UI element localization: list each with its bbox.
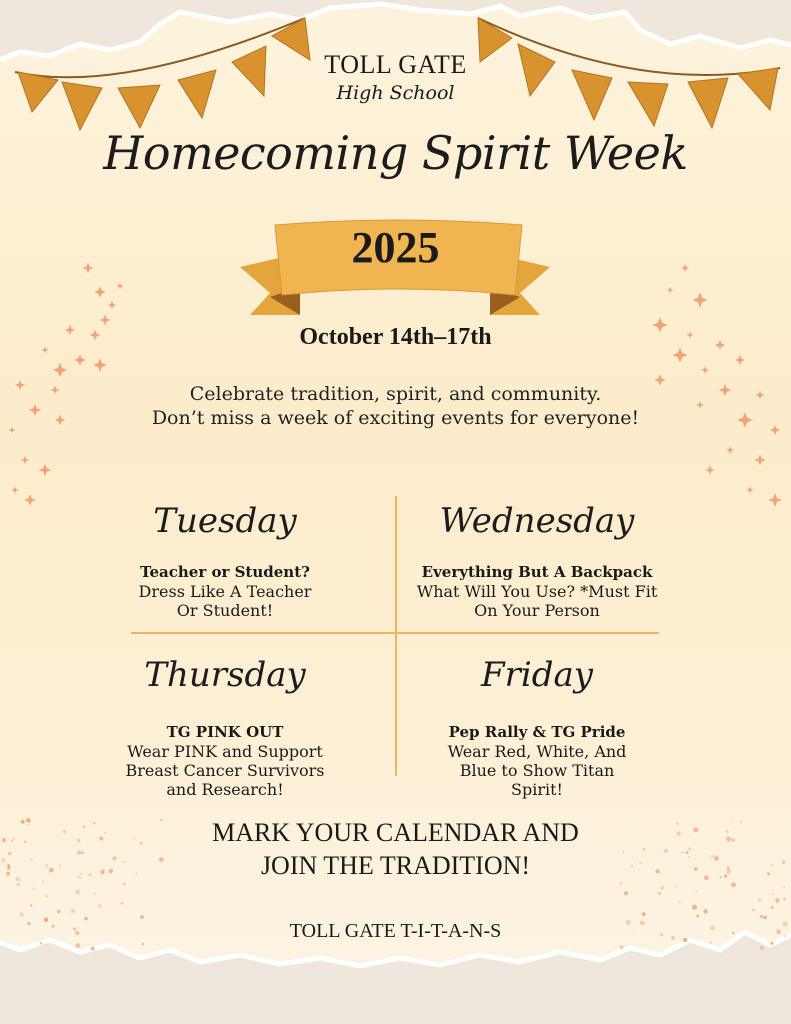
confetti-speckle bbox=[696, 915, 699, 918]
day-theme-heading: Teacher or Student? bbox=[140, 563, 310, 581]
day-name: Wednesday bbox=[439, 501, 635, 541]
sparkle-icon bbox=[74, 354, 86, 366]
day-theme-line: On Your Person bbox=[474, 601, 600, 620]
confetti-speckle bbox=[703, 909, 707, 913]
confetti-speckle bbox=[679, 901, 681, 903]
day-block-friday bbox=[397, 650, 677, 799]
day-name: Thursday bbox=[144, 655, 306, 695]
confetti-speckle bbox=[661, 886, 665, 890]
confetti-speckle bbox=[763, 916, 767, 920]
confetti-speckle bbox=[140, 915, 144, 919]
intro-text bbox=[0, 382, 791, 430]
footer-text: TOLL GATE T-I-T-A-N-S bbox=[289, 920, 502, 942]
day-theme-line: Or Student! bbox=[176, 601, 274, 620]
confetti-speckle bbox=[731, 882, 736, 887]
confetti-speckle bbox=[123, 883, 125, 885]
confetti-speckle bbox=[783, 886, 785, 888]
confetti-speckle bbox=[775, 898, 779, 902]
confetti-speckle bbox=[783, 898, 786, 901]
confetti-speckle bbox=[98, 904, 101, 907]
confetti-speckle bbox=[94, 893, 96, 895]
day-theme-line: Dress Like A Teacher bbox=[138, 582, 312, 601]
confetti-speckle bbox=[619, 882, 622, 885]
sparkle-icon bbox=[93, 358, 107, 372]
confetti-speckle bbox=[658, 892, 662, 896]
day-theme-line: Wear Red, White, And bbox=[447, 742, 627, 761]
day-block-tuesday bbox=[85, 496, 365, 620]
sparkle-icon bbox=[768, 493, 782, 507]
grid-divider-horizontal bbox=[131, 632, 659, 634]
sparkle-icon bbox=[701, 366, 709, 374]
day-theme-line: Blue to Show Titan bbox=[459, 761, 615, 780]
confetti-speckle bbox=[760, 946, 764, 950]
confetti-speckle bbox=[676, 885, 678, 887]
confetti-speckle bbox=[19, 912, 24, 917]
confetti-speckle bbox=[642, 912, 646, 916]
day-theme-line: What Will You Use? *Must Fit bbox=[416, 582, 658, 601]
day-theme-line: Wear PINK and Support bbox=[127, 742, 323, 761]
sparkle-icon bbox=[667, 287, 674, 294]
confetti-speckle bbox=[76, 943, 81, 948]
confetti-speckle bbox=[624, 891, 628, 895]
intro-line-2: Don’t miss a week of exciting events for everyone! bbox=[151, 407, 640, 429]
confetti-speckle bbox=[758, 898, 762, 902]
sparkle-icon bbox=[94, 286, 106, 298]
intro-line-1: Celebrate tradition, spirit, and community. bbox=[189, 383, 602, 405]
confetti-speckle bbox=[752, 909, 754, 911]
confetti-speckle bbox=[760, 915, 763, 918]
confetti-speckle bbox=[121, 902, 124, 905]
sparkle-icon bbox=[735, 355, 745, 365]
day-block-wednesday bbox=[397, 496, 677, 620]
cta-line-2: JOIN THE TRADITION! bbox=[260, 851, 531, 880]
sparkle-icon bbox=[754, 454, 765, 465]
page-title: Homecoming Spirit Week bbox=[103, 126, 688, 180]
day-theme-heading: TG PINK OUT bbox=[166, 723, 284, 741]
cta-line-1: MARK YOUR CALENDAR AND bbox=[212, 818, 579, 847]
confetti-speckle bbox=[17, 883, 20, 886]
confetti-speckle bbox=[620, 945, 624, 949]
confetti-speckle bbox=[57, 910, 61, 914]
school-subtitle: High School bbox=[336, 82, 455, 104]
confetti-speckle bbox=[772, 893, 774, 895]
sparkle-icon bbox=[108, 301, 116, 309]
day-theme-line: Breast Cancer Survivors bbox=[125, 761, 325, 780]
sparkle-icon bbox=[116, 282, 123, 289]
day-theme-heading: Pep Rally & TG Pride bbox=[448, 723, 626, 741]
confetti-speckle bbox=[71, 909, 75, 913]
confetti-speckle bbox=[75, 890, 80, 895]
sparkle-icon bbox=[726, 446, 734, 454]
confetti-speckle bbox=[692, 905, 697, 910]
day-block-thursday bbox=[85, 650, 365, 799]
sparkle-icon bbox=[705, 465, 714, 474]
school-name: TOLL GATE bbox=[324, 50, 467, 79]
year-label: 2025 bbox=[351, 223, 440, 272]
sparkle-icon bbox=[21, 456, 29, 464]
confetti-speckle bbox=[49, 949, 51, 951]
sparkle-icon bbox=[39, 464, 52, 477]
sparkle-icon bbox=[692, 292, 707, 307]
sparkle-icon bbox=[24, 494, 36, 506]
confetti-speckle bbox=[46, 895, 48, 897]
call-to-action bbox=[0, 816, 791, 882]
sparkle-icon bbox=[53, 363, 68, 378]
confetti-speckle bbox=[30, 904, 32, 906]
day-theme-heading: Everything But A Backpack bbox=[421, 563, 653, 581]
sparkle-icon bbox=[11, 486, 19, 494]
confetti-speckle bbox=[696, 891, 698, 893]
confetti-speckle bbox=[91, 947, 95, 951]
confetti-speckle bbox=[771, 906, 774, 909]
confetti-speckle bbox=[33, 887, 36, 890]
day-theme-line: Spirit! bbox=[511, 780, 563, 799]
day-theme-line: and Research! bbox=[166, 780, 284, 799]
event-dates: October 14th–17th bbox=[299, 324, 492, 350]
day-name: Tuesday bbox=[153, 501, 297, 541]
confetti-speckle bbox=[45, 944, 47, 946]
day-name: Friday bbox=[481, 655, 593, 695]
sparkle-icon bbox=[746, 486, 754, 494]
